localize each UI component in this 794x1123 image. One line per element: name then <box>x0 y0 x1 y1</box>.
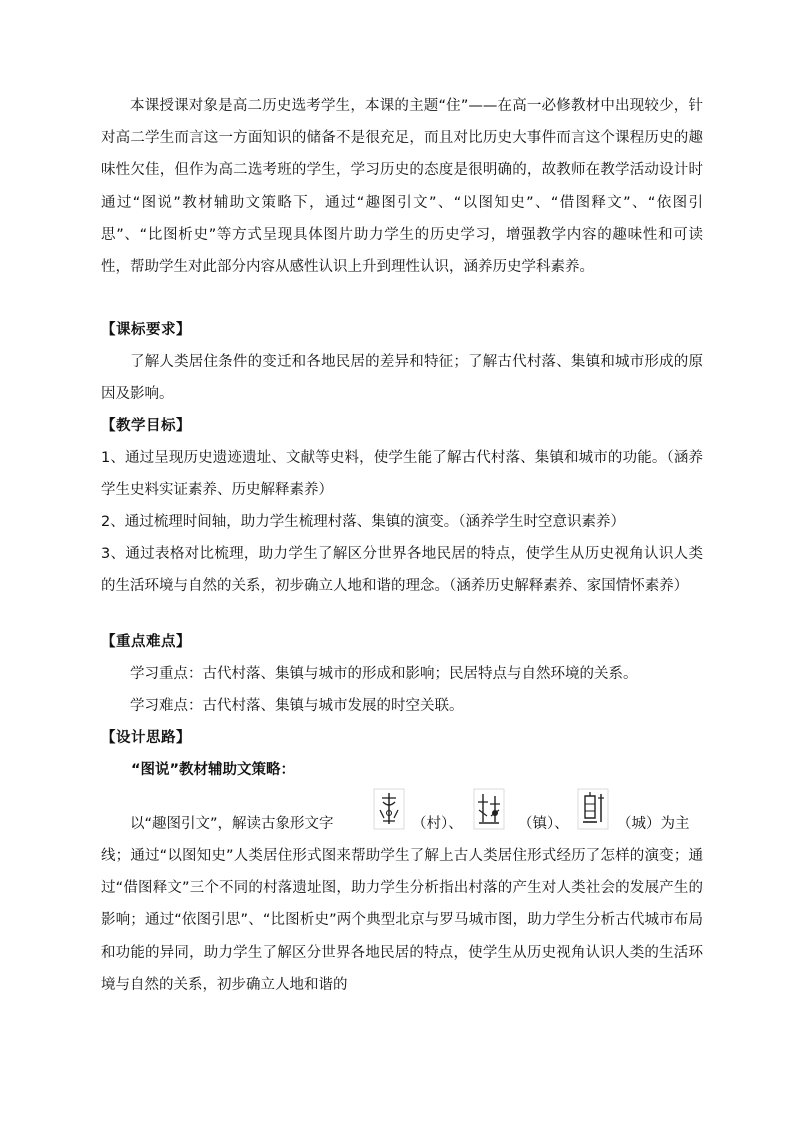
intro-paragraph: 本课授课对象是高二历史选考学生，本课的主题“住”——在高一必修教材中出现较少，针对高二学生而言这一方面知识的储备不是很充足，而且对比历史大事件而言这个课程历史的趣味性欠佳，但作为高二选考班的学生，学习历史的态度是很明确的，故教师在教学活动设计时通过“图说”教材辅助文策略下，通过“趣图引文”、“以图知史”、“借图释文”、“依图引思”、“比图析史”等方式呈现具体图片助力学生的历史学习，增强教学内容的趣味性和可读性，帮助学生对此部分内容从感性认识上升到理性认识，涵养历史学科素养。 <box>101 98 703 276</box>
glyph-town-label: （镇）、 <box>518 816 569 832</box>
glyph-village-label: （村）、 <box>412 816 463 832</box>
keypoint-focus: 学习重点：古代村落、集镇与城市的形成和影响；民居特点与自然环境的关系。 <box>130 666 638 682</box>
ancient-village-glyph-icon <box>373 788 405 830</box>
glyph-city-label: （城）为主 <box>617 816 690 832</box>
keypoint-difficulty: 学习难点：古代村落、集镇与城市发展的时空关联。 <box>130 698 464 714</box>
objectives-heading: 【教学目标】 <box>101 418 191 434</box>
objective-item-2: 2、通过梳理时间轴，助力学生梳理村落、集镇的演变。（涵养学生时空意识素养） <box>101 514 625 530</box>
ancient-city-glyph-icon <box>577 788 609 830</box>
design-heading: 【设计思路】 <box>101 730 191 746</box>
ancient-town-glyph-icon <box>473 788 505 830</box>
curriculum-heading: 【课标要求】 <box>101 322 191 338</box>
keypoints-heading: 【重点难点】 <box>101 634 191 650</box>
glyph-sentence-start: 以“趣图引文”，解读古象形文字 <box>130 816 334 832</box>
curriculum-text: 了解人类居住条件的变迁和各地民居的差异和特征；了解古代村落、集镇和城市形成的原因及影响。 <box>101 354 703 403</box>
design-continuation: 线；通过“以图知史”人类居住形式图来帮助学生了解上古人类居住形式经历了怎样的演变；通过“借图释文”三个不同的村落遗址图，助力学生分析指出村落的产生对人类社会的发展产生的影响；通过“依图引思”、“比图析史”两个典型北京与罗马城市图，助力学生分析古代城市布局和功能的异同，助力学生了解区分世界各地民居的特点，使学生从历史视角认识人类的生活环境与自然的关系，初步确立人地和谐的 <box>101 848 703 993</box>
objective-item-1: 1、通过呈现历史遗迹遗址、文献等史料，使学生能了解古代村落、集镇和城市的功能。（涵养学生史料实证素养、历史解释素养） <box>101 450 703 499</box>
design-strategy-title: “图说”教材辅助文策略： <box>131 762 296 778</box>
objective-item-3: 3、通过表格对比梳理，助力学生了解区分世界各地民居的特点，使学生从历史视角认识人类的生活环境与自然的关系，初步确立人地和谐的理念。（涵养历史解释素养、家国情怀素养） <box>101 546 703 595</box>
